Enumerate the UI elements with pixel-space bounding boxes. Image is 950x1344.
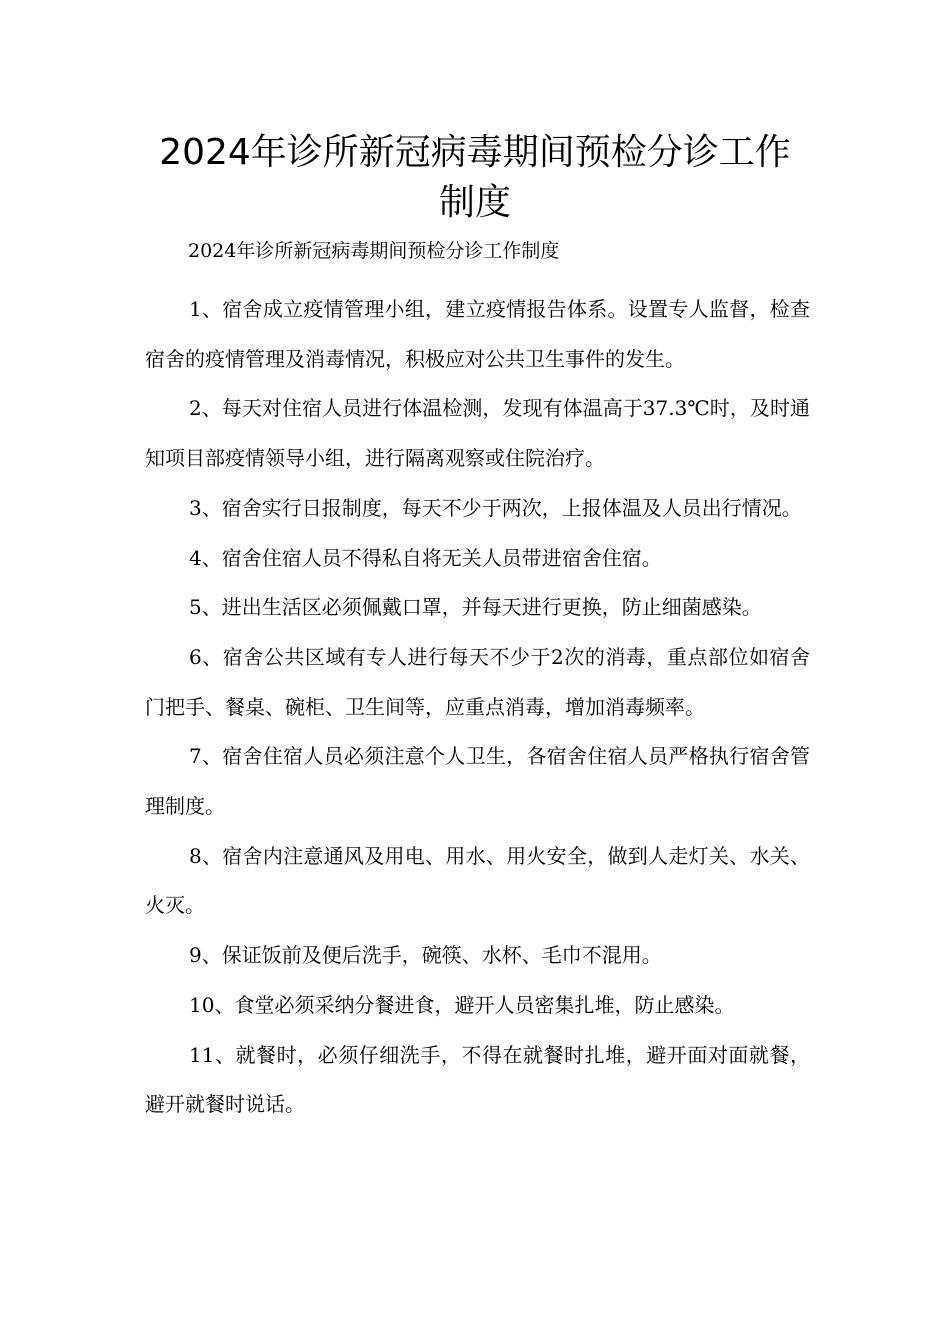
paragraph-6: 6、宿舍公共区域有专人进行每天不少于2次的消毒，重点部位如宿舍门把手、餐桌、碗柜、卫生间等，应重点消毒，增加消毒频率。	[145, 644, 810, 719]
paragraph-4: 4、宿舍住宿人员不得私自将无关人员带进宿舍住宿。	[189, 545, 662, 570]
title-line-2: 制度	[438, 182, 511, 223]
paragraph-1: 1、宿舍成立疫情管理小组，建立疫情报告体系。设置专人监督，检查宿舍的疫情管理及消毒情况，积极应对公共卫生事件的发生。	[145, 297, 810, 371]
document-body	[145, 285, 810, 1130]
paragraph-7: 7、宿舍住宿人员必须注意个人卫生，各宿舍住宿人员严格执行宿舍管理制度。	[145, 744, 810, 819]
paragraph-3: 3、宿舍实行日报制度，每天不少于两次，上报体温及人员出行情况。	[189, 495, 802, 520]
document-subtitle: 2024年诊所新冠病毒期间预检分诊工作制度	[188, 240, 560, 262]
paragraph-11: 11、就餐时，必须仔细洗手，不得在就餐时扎堆，避开面对面就餐，避开就餐时说话。	[145, 1042, 810, 1117]
paragraph-9: 9、保证饭前及便后洗手，碗筷、水杯、毛巾不混用。	[189, 943, 662, 968]
paragraph-5: 5、进出生活区必须佩戴口罩，并每天进行更换，防止细菌感染。	[189, 595, 762, 620]
document-title	[100, 128, 850, 228]
paragraph-2: 2、每天对住宿人员进行体温检测，发现有体温高于37.3℃时，及时通知项目部疫情领导小组，进行隔离观察或住院治疗。	[145, 396, 810, 471]
paragraph-8: 8、宿舍内注意通风及用电、用水、用火安全，做到人走灯关、水关、火灭。	[145, 843, 810, 918]
title-line-1: 2024年诊所新冠病毒期间预检分诊工作	[159, 132, 791, 173]
paragraph-10: 10、食堂必须采纳分餐进食，避开人员密集扎堆，防止感染。	[189, 992, 735, 1017]
